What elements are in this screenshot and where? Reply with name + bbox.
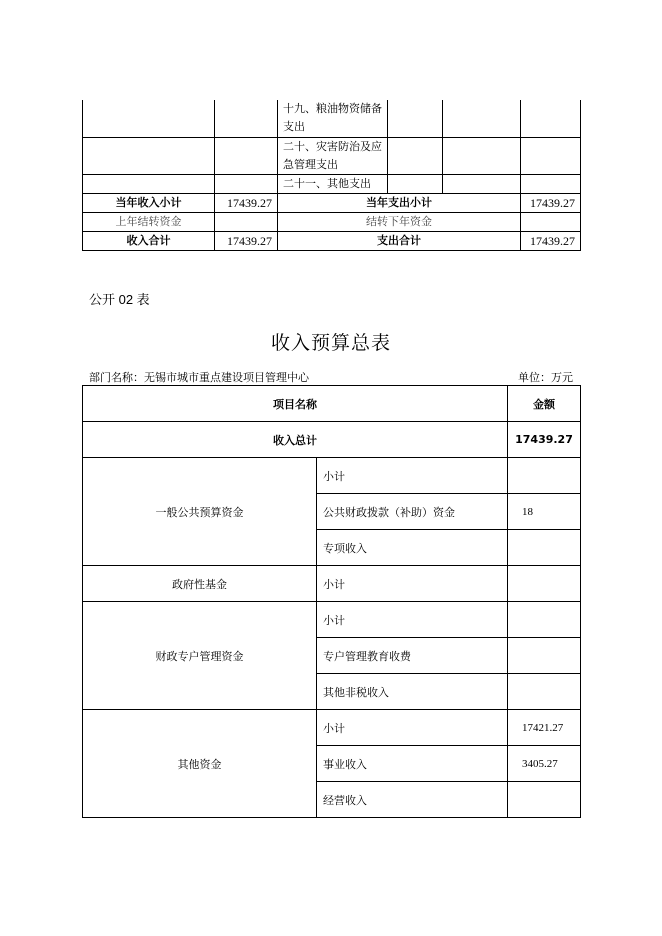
item-amount [508, 602, 581, 638]
item-amount: 17421.27 [508, 710, 581, 746]
expenditure-table-continued [82, 100, 581, 251]
subtotal-row [83, 193, 581, 212]
expense-item: 十九、粮油物资储备支出 [278, 100, 388, 137]
header-row [83, 386, 581, 422]
expense-subtotal-value: 17439.27 [521, 193, 581, 212]
income-subtotal-value: 17439.27 [215, 193, 278, 212]
income-total-label: 收入合计 [83, 231, 215, 250]
table-row [83, 174, 581, 193]
item-amount [508, 458, 581, 494]
group-name: 其他资金 [83, 710, 317, 818]
total-row [83, 231, 581, 250]
table-row [83, 137, 581, 174]
item-amount [508, 674, 581, 710]
table-row [83, 458, 581, 494]
carryover-in-label: 上年结转资金 [83, 212, 215, 231]
department-name: 部门名称：无锡市城市重点建设项目管理中心 [89, 371, 309, 384]
table-row [83, 100, 581, 137]
unit-label: 单位：万元 [518, 371, 573, 384]
carryover-out-label: 结转下年资金 [278, 212, 521, 231]
item-label: 事业收入 [317, 746, 508, 782]
header-item-name: 项目名称 [83, 386, 508, 422]
table-number-label: 公开 02 表 [89, 292, 150, 307]
item-amount [508, 782, 581, 818]
income-subtotal-label: 当年收入小计 [83, 193, 215, 212]
total-row [83, 422, 581, 458]
item-amount: 18 [508, 494, 581, 530]
expense-item: 二十一、其他支出 [278, 174, 388, 193]
page-title: 收入预算总表 [270, 332, 391, 354]
item-label: 专项收入 [317, 530, 508, 566]
income-total-label: 收入总计 [83, 422, 508, 458]
expense-item: 二十、灾害防治及应急管理支出 [278, 137, 388, 174]
income-total-value: 17439.27 [215, 231, 278, 250]
item-amount: 3405.27 [508, 746, 581, 782]
item-label: 其他非税收入 [317, 674, 508, 710]
item-amount [508, 638, 581, 674]
item-label: 小计 [317, 458, 508, 494]
group-name: 一般公共预算资金 [83, 458, 317, 566]
income-budget-table [82, 385, 581, 818]
item-label: 小计 [317, 602, 508, 638]
item-label: 小计 [317, 710, 508, 746]
expense-total-value: 17439.27 [521, 231, 581, 250]
table-row [83, 710, 581, 746]
item-label: 小计 [317, 566, 508, 602]
table-row [83, 602, 581, 638]
group-name: 政府性基金 [83, 566, 317, 602]
expense-total-label: 支出合计 [278, 231, 521, 250]
item-label: 公共财政拨款（补助）资金 [317, 494, 508, 530]
item-label: 专户管理教育收费 [317, 638, 508, 674]
expense-subtotal-label: 当年支出小计 [278, 193, 521, 212]
group-name: 财政专户管理资金 [83, 602, 317, 710]
carryover-row [83, 212, 581, 231]
item-amount [508, 530, 581, 566]
income-total-value: 17439.27 [508, 422, 581, 458]
item-label: 经营收入 [317, 782, 508, 818]
item-amount [508, 566, 581, 602]
header-amount: 金额 [508, 386, 581, 422]
table-row [83, 566, 581, 602]
